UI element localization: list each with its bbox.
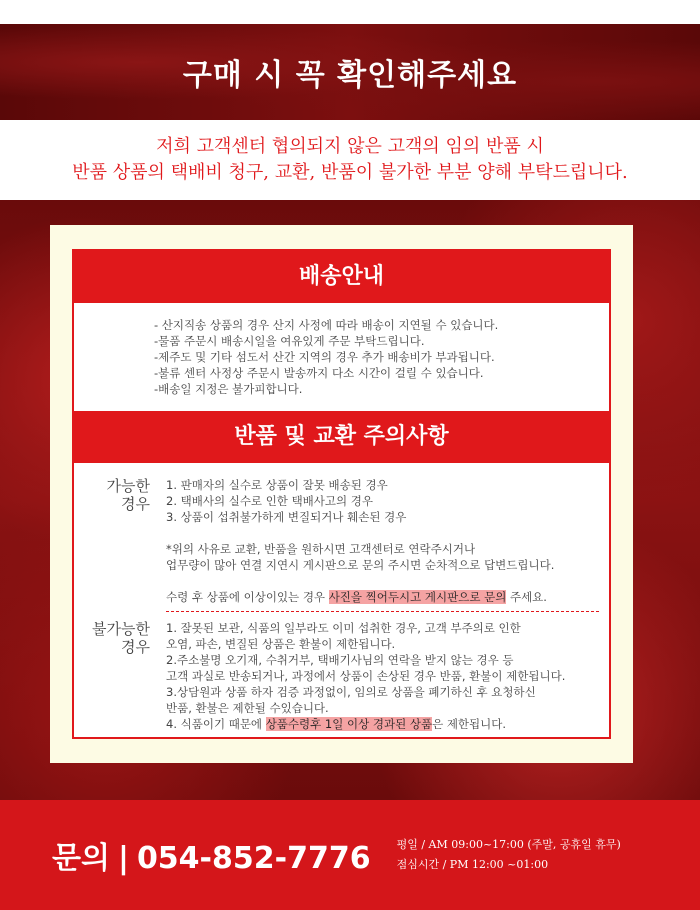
impossible-content bbox=[166, 620, 599, 732]
possible-label bbox=[74, 477, 166, 605]
possible-item: 1. 판매자의 실수로 상품이 잘못 배송된 경우 bbox=[166, 478, 388, 492]
contact-footer bbox=[0, 800, 700, 910]
photo-prefix: 수령 후 상품에 이상이있는 경우 bbox=[166, 590, 329, 604]
impossible-label-line-2: 경우 bbox=[121, 638, 150, 656]
shipping-item: - 산지직송 상품의 경우 산지 사정에 따라 배송이 지연될 수 있습니다. bbox=[154, 318, 499, 332]
contact-label: 문의 bbox=[52, 841, 110, 876]
impossible-line: 반품, 환불은 제한될 수있습니다. bbox=[166, 701, 329, 715]
info-card bbox=[72, 249, 611, 739]
hours-lunch: 점심시간 / PM 12:00 ~01:00 bbox=[396, 858, 549, 871]
notice-line-2: 반품 상품의 택배비 청구, 교환, 반품이 불가한 부분 양해 부탁드립니다. bbox=[72, 162, 628, 183]
shipping-list bbox=[74, 303, 609, 411]
possible-note: 업무량이 많아 연결 지연시 게시판으로 문의 주시면 순차적으로 답변드립니다. bbox=[166, 558, 555, 572]
impossible-line: 고객 과실로 반송되거나, 과정에서 상품이 손상된 경우 반품, 환불이 제한됩니다. bbox=[166, 669, 566, 683]
photo-suffix: 주세요. bbox=[506, 590, 547, 604]
impossible-line: 오염, 파손, 변질된 상품은 환불이 제한됩니다. bbox=[166, 637, 396, 651]
possible-item: 2. 택배사의 실수로 인한 택배사고의 경우 bbox=[166, 494, 373, 508]
shipping-item: -물품 주문시 배송시일을 여유있게 주문 부탁드립니다. bbox=[154, 334, 425, 348]
hero-banner bbox=[0, 24, 700, 120]
impossible-line: 1. 잘못된 보관, 식품의 일부라도 이미 섭취한 경우, 고객 부주의로 인한 bbox=[166, 621, 521, 635]
last-prefix: 4. 식품이기 때문에 bbox=[166, 717, 266, 731]
impossible-label-line-1: 불가능한 bbox=[92, 620, 150, 638]
last-highlight: 상품수령후 1일 이상 경과된 상품 bbox=[265, 717, 433, 731]
section-divider bbox=[166, 611, 599, 612]
page-title: 구매 시 꼭 확인해주세요 bbox=[182, 58, 518, 93]
impossible-last-line bbox=[166, 716, 599, 732]
impossible-cases bbox=[74, 620, 599, 732]
returns-heading: 반품 및 교환 주의사항 bbox=[74, 411, 609, 463]
info-background bbox=[0, 200, 700, 800]
notice-line-1: 저희 고객센터 협의되지 않은 고객의 임의 반품 시 bbox=[156, 136, 544, 157]
possible-note: *위의 사유로 교환, 반품을 원하시면 고객센터로 연락주시거나 bbox=[166, 542, 476, 556]
impossible-label bbox=[74, 620, 166, 732]
possible-item: 3. 상품이 섭취불가하게 변질되거나 훼손된 경우 bbox=[166, 510, 407, 524]
shipping-item: -배송일 지정은 불가피합니다. bbox=[154, 382, 303, 396]
returns-body bbox=[74, 463, 609, 737]
shipping-item: -제주도 및 기타 섬도서 산간 지역의 경우 추가 배송비가 부과됩니다. bbox=[154, 350, 495, 364]
impossible-line: 2.주소불명 오기재, 수취거부, 택배기사님의 연락을 받지 않는 경우 등 bbox=[166, 653, 514, 667]
possible-label-line-1: 가능한 bbox=[106, 477, 150, 495]
contact-phone bbox=[0, 833, 371, 877]
shipping-heading: 배송안내 bbox=[74, 251, 609, 303]
business-hours bbox=[397, 835, 621, 875]
possible-content bbox=[166, 477, 599, 605]
contact-separator: | bbox=[117, 841, 129, 876]
possible-cases bbox=[74, 477, 599, 605]
photo-instruction bbox=[166, 589, 599, 605]
possible-label-line-2: 경우 bbox=[121, 495, 150, 513]
impossible-line: 3.상담원과 상품 하자 검증 과정없이, 임의로 상품을 폐기하신 후 요청하신 bbox=[166, 685, 536, 699]
photo-highlight: 사진을 찍어두시고 게시판으로 문의 bbox=[328, 590, 507, 604]
hours-weekday: 평일 / AM 09:00~17:00 (주말, 공휴일 휴무) bbox=[396, 838, 621, 851]
last-suffix: 은 제한됩니다. bbox=[432, 717, 507, 731]
shipping-item: -불류 센터 사정상 주문시 발송까지 다소 시간이 걸릴 수 있습니다. bbox=[154, 366, 484, 380]
top-spacer bbox=[0, 0, 700, 24]
info-card-frame bbox=[50, 225, 633, 763]
phone-number[interactable]: 054-852-7776 bbox=[136, 841, 371, 876]
return-notice bbox=[0, 120, 700, 200]
